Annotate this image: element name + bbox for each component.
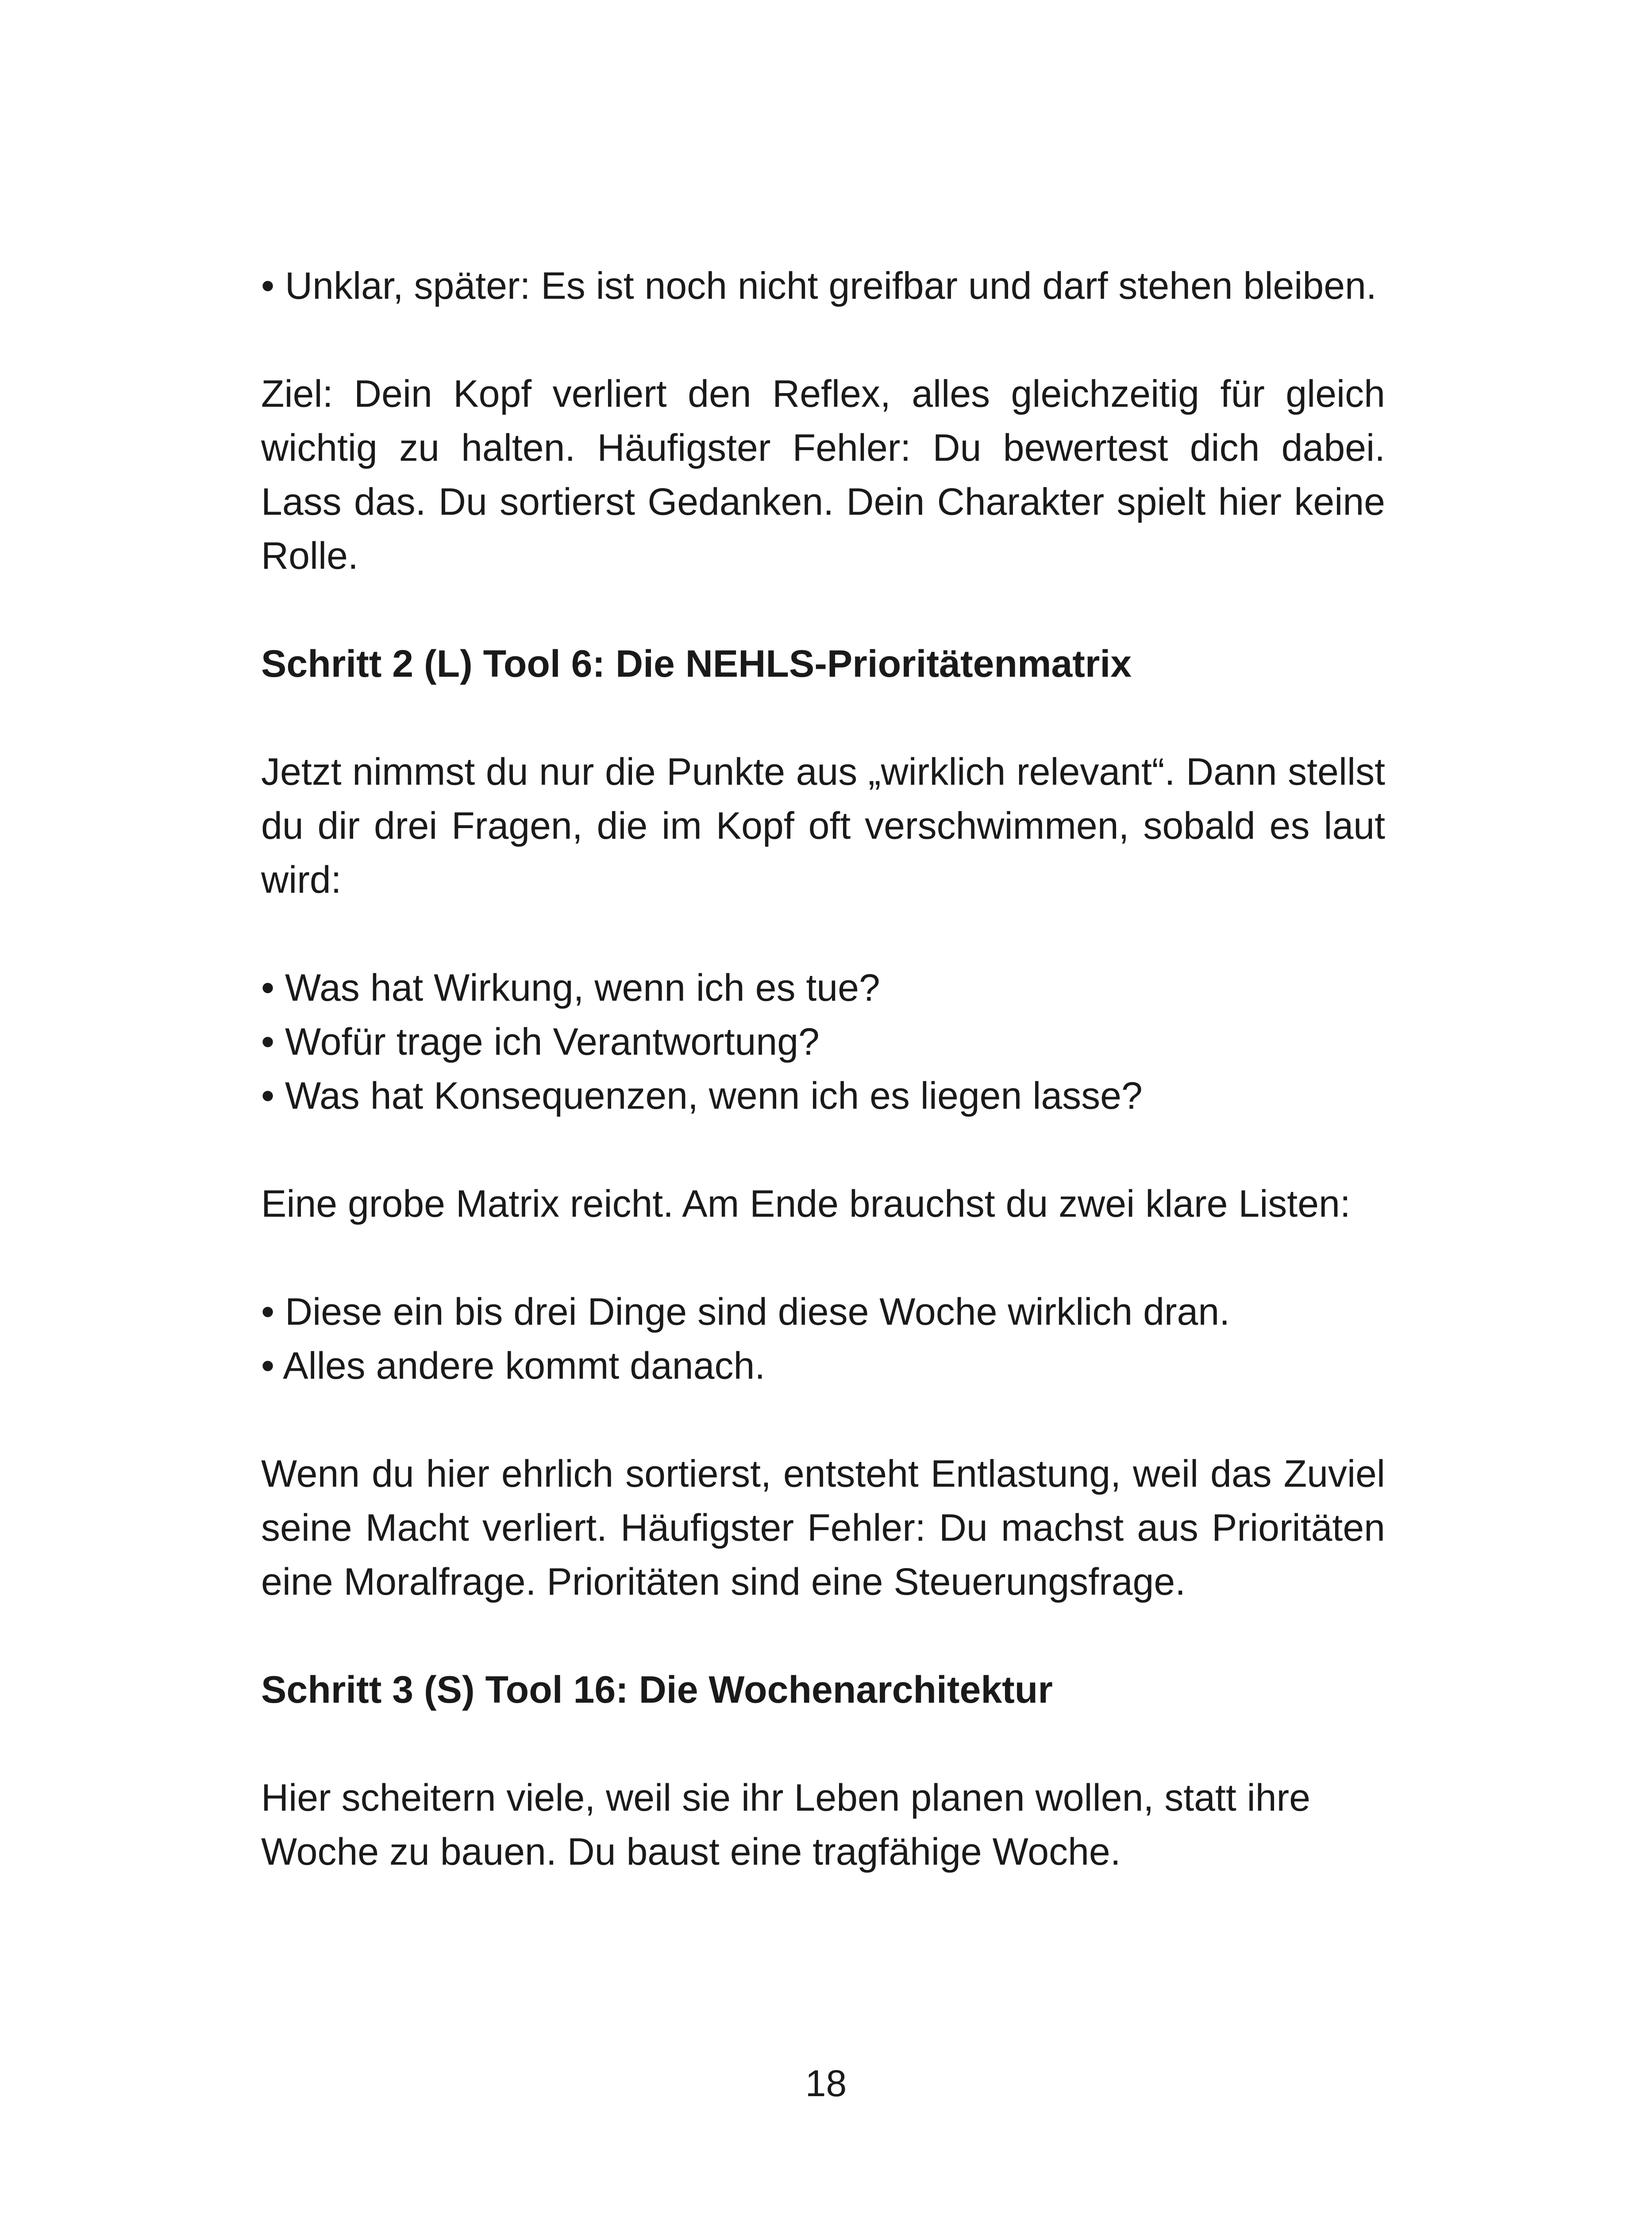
page-number: 18 — [805, 2063, 847, 2104]
spacer — [261, 691, 1385, 745]
list-item: • Was hat Wirkung, wenn ich es tue? — [261, 967, 880, 1009]
paragraph-ziel: Ziel: Dein Kopf verliert den Reflex, alles gleichzeitig für gleich wichtig zu halten. Häufigster Fehler: Du bewertest dich dabei. Lass das. Du sortierst Gedanken. Dein Charakter spielt hier keine Rolle. — [261, 373, 1385, 577]
list-item: • Diese ein bis drei Dinge sind diese Woche wirklich dran. — [261, 1291, 1230, 1333]
paragraph-jetzt: Jetzt nimmst du nur die Punkte aus „wirklich relevant“. Dann stellst du dir drei Fragen, die im Kopf oft verschwimmen, sobald es laut wird: — [261, 751, 1385, 901]
lists-list — [261, 1285, 1385, 1393]
heading-step-2: Schritt 2 (L) Tool 6: Die NEHLS-Prioritätenmatrix — [261, 643, 1132, 685]
questions-list — [261, 961, 1385, 1123]
bullet-unklar: • Unklar, später: Es ist noch nicht greifbar und darf stehen bleiben. — [261, 265, 1377, 307]
spacer — [261, 583, 1385, 637]
spacer — [261, 1393, 1385, 1447]
list-item: • Was hat Konsequenzen, wenn ich es liegen lasse? — [261, 1075, 1143, 1117]
spacer — [261, 1123, 1385, 1177]
list-item: • Wofür trage ich Verantwortung? — [261, 1021, 820, 1063]
heading-step-3: Schritt 3 (S) Tool 16: Die Wochenarchitektur — [261, 1669, 1053, 1711]
spacer — [261, 1609, 1385, 1663]
page-content — [261, 259, 1385, 1879]
paragraph-wenn: Wenn du hier ehrlich sortierst, entsteht Entlastung, weil das Zuviel seine Macht verliert. Häufigster Fehler: Du machst aus Prioritäten eine Moralfrage. Prioritäten sind eine Steuerungsfrage. — [261, 1453, 1385, 1603]
paragraph-matrix: Eine grobe Matrix reicht. Am Ende brauchst du zwei klare Listen: — [261, 1183, 1351, 1225]
spacer — [261, 1231, 1385, 1285]
spacer — [261, 1717, 1385, 1771]
list-item: • Alles andere kommt danach. — [261, 1345, 766, 1387]
spacer — [261, 907, 1385, 961]
spacer — [261, 313, 1385, 367]
paragraph-hier: Hier scheitern viele, weil sie ihr Leben planen wollen, statt ihre Woche zu bauen. Du baust eine tragfähige Woche. — [261, 1777, 1311, 1873]
